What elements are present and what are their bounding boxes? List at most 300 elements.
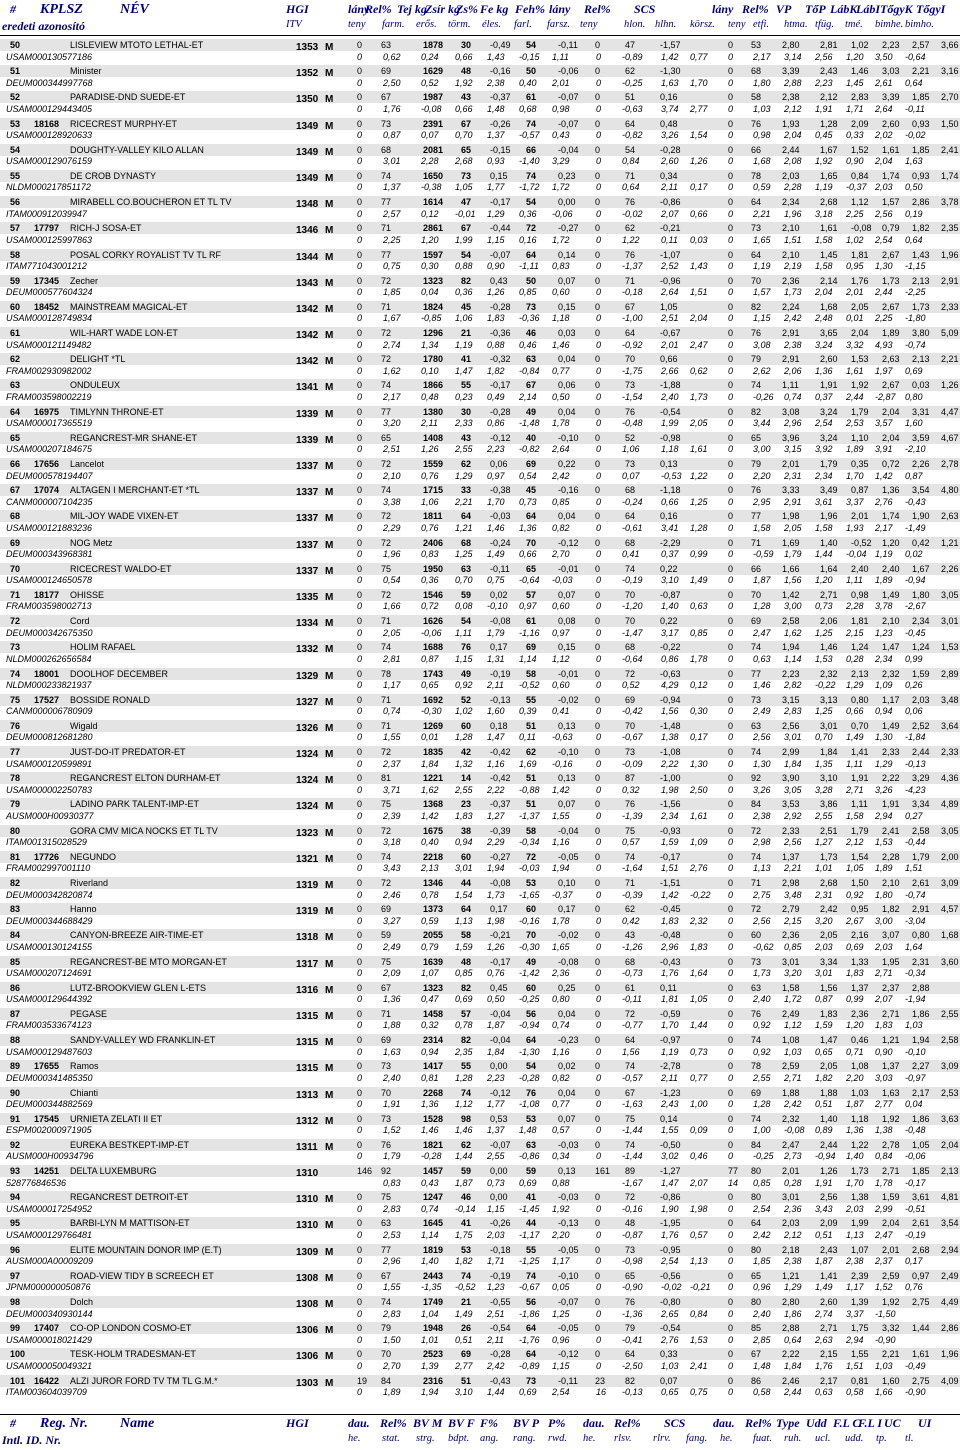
sex-marker: M (325, 225, 334, 237)
hgi-value: 1349 (296, 146, 319, 158)
cell-value: 0 (728, 1387, 734, 1398)
cell-value: 2,29 (383, 522, 401, 533)
cell-value: -1,76 (519, 1334, 540, 1345)
cell-value: 1,76 (661, 1229, 679, 1240)
header-sublabel: eredeti azonosító (2, 19, 85, 33)
cell-value: 1,06 (622, 444, 640, 455)
cell-value: 1,81 (851, 616, 869, 627)
cell-value: 0 (595, 432, 601, 443)
bull-name: EUREKA BESTKEPT-IMP-ET (70, 1139, 190, 1150)
cell-value: 0,88 (487, 339, 505, 350)
cell-value: 2,01 (846, 287, 864, 298)
intl-id: AUSM000H00934796 (6, 1151, 94, 1162)
cell-value: 3,41 (661, 522, 679, 533)
cell-value: 1,43 (690, 261, 708, 271)
cell-value: 0,07 (558, 275, 576, 286)
cell-value: 1,11 (846, 575, 863, 586)
cell-value: -0,43 (660, 956, 681, 967)
cell-value: 0,54 (383, 575, 401, 586)
cell-value: 0 (595, 301, 601, 312)
cell-value: 2,11 (661, 1072, 678, 1083)
cell-value: 84 (751, 1139, 762, 1150)
cell-value: -1,75 (622, 365, 643, 376)
bull-name: MAINSTREAM MAGICAL-ET (70, 301, 188, 312)
cell-value: -1,18 (660, 485, 681, 496)
cell-value: 71 (381, 616, 392, 627)
cell-value: 1,80 (912, 589, 930, 600)
cell-value: 1,59 (661, 837, 679, 848)
cell-value: 64 (526, 1349, 537, 1360)
cell-value: 2443 (423, 1270, 444, 1281)
row-main-line (0, 1113, 960, 1125)
cell-value: 0,35 (851, 459, 869, 469)
table-row (0, 325, 960, 351)
hgi-value: 1310 (296, 1220, 319, 1232)
cell-value: 2,76 (690, 863, 708, 874)
cell-value: 76 (751, 485, 762, 496)
cell-value: 1,63 (661, 77, 679, 88)
cell-value: 0 (357, 170, 363, 181)
cell-value: 72 (381, 511, 392, 522)
rank-number: 56 (10, 197, 21, 208)
cell-value: 0,66 (661, 496, 679, 507)
cell-value: 2,36 (784, 1203, 802, 1214)
cell-value: 0 (728, 825, 734, 836)
cell-value: 1,84 (487, 1046, 505, 1057)
cell-value: 2,20 (753, 470, 771, 481)
cell-value: 1,44 (912, 1323, 930, 1334)
cell-value: 0 (357, 1046, 363, 1057)
cell-value: 41 (526, 1192, 537, 1203)
cell-value: 1,15 (552, 1360, 570, 1371)
cell-value: 0,69 (905, 365, 923, 376)
cell-value: 2,38 (784, 339, 802, 350)
cell-value: 2,01 (851, 511, 869, 522)
cell-value: 64 (625, 1349, 636, 1360)
cell-value: 59 (461, 589, 472, 600)
intl-id: USAM000130577186 (6, 51, 93, 62)
header-label: F.L C (833, 1416, 861, 1430)
sex-marker: M (325, 1010, 334, 1022)
cell-value: 2,94 (941, 1244, 959, 1255)
cell-value: 0 (728, 1349, 734, 1360)
cell-value: -0,67 (519, 1282, 540, 1293)
bull-name: REGANCREST DETROIT-ET (70, 1192, 189, 1203)
cell-value: 0 (595, 275, 601, 286)
cell-value: -2,50 (622, 1360, 643, 1371)
cell-value: -0,03 (558, 1139, 579, 1150)
cell-value: -0,26 (753, 391, 774, 402)
cell-value: -0,03 (519, 863, 540, 874)
cell-value: 2,06 (784, 365, 802, 376)
cell-value: 0 (728, 773, 734, 784)
cell-value: 0,54 (519, 470, 537, 481)
row-detail-line (0, 942, 960, 953)
intl-id: NLDM000217851172 (6, 182, 91, 193)
cell-value: 0 (728, 1113, 734, 1124)
cell-value: 0 (357, 1349, 363, 1360)
cell-value: 0,97 (487, 470, 505, 481)
row-detail-line (0, 732, 960, 743)
cell-value: -0,38 (421, 182, 442, 193)
cell-value: 1,62 (784, 627, 802, 638)
bull-name: REGANCREST-MR SHANE-ET (70, 432, 198, 443)
cell-value: 1,52 (851, 144, 869, 155)
cell-value: -0,26 (490, 1218, 511, 1229)
rank-number: 83 (10, 904, 21, 915)
cell-value: 2,08 (784, 156, 802, 167)
cell-value: 0 (357, 391, 363, 402)
cell-value: 1,74 (882, 170, 900, 181)
cell-value: 1,84 (784, 758, 802, 769)
cell-value: 73 (526, 1375, 537, 1386)
cell-value: 1,51 (846, 1360, 864, 1371)
cell-value: -0,10 (558, 432, 579, 443)
cell-value: 0 (357, 1229, 363, 1240)
cell-value: 0 (357, 1072, 363, 1083)
header-sublabel: fang. (686, 1433, 708, 1444)
cell-value: 65 (526, 563, 537, 574)
row-main-line (0, 1270, 960, 1282)
cell-value: 1,38 (661, 732, 679, 743)
cell-value: 2,47 (875, 1229, 893, 1240)
cell-value: 59 (381, 930, 392, 941)
rank-number: 53 (10, 118, 21, 129)
table-row (0, 273, 960, 299)
cell-value: 73 (751, 956, 762, 967)
cell-value: 74 (526, 118, 537, 129)
cell-value: 2,17 (820, 1375, 838, 1386)
cell-value: -0,90 (905, 1387, 926, 1398)
cell-value: -0,56 (660, 1270, 681, 1281)
cell-value: 0 (595, 930, 601, 941)
row-main-line (0, 222, 960, 237)
cell-value: 0 (357, 1256, 363, 1267)
cell-value: 0,81 (851, 1375, 869, 1386)
cell-value: 0,15 (558, 301, 576, 312)
rank-number: 85 (10, 956, 21, 967)
cell-value: 0 (595, 878, 601, 888)
cell-value: -0,27 (490, 851, 511, 862)
sex-marker: M (325, 722, 334, 734)
cell-value: 0 (595, 720, 601, 731)
cell-value: 77 (751, 511, 762, 522)
cell-value: 1,21 (455, 522, 473, 533)
cell-value: 0,08 (558, 616, 576, 627)
header-label: Rel% (380, 1416, 407, 1430)
hgi-value: 1321 (296, 853, 319, 865)
cell-value: 1,29 (846, 680, 864, 690)
cell-value: 1,93 (846, 522, 864, 533)
cell-value: -0,05 (558, 851, 579, 862)
cell-value: 1,43 (487, 51, 505, 62)
header-sublabel: ucl. (815, 1433, 831, 1444)
cell-value: 0 (728, 1020, 734, 1031)
cell-value: 2,55 (455, 444, 473, 455)
cell-value: 70 (381, 1349, 392, 1360)
cell-value: 73 (381, 1061, 392, 1072)
cell-value: 3,18 (815, 208, 833, 219)
cell-value: 0 (357, 1061, 363, 1072)
hgi-value: 1344 (296, 251, 319, 263)
cell-value: 0,77 (690, 1072, 708, 1083)
cell-value: -0,21 (490, 930, 511, 941)
cell-value: 1,85 (912, 1166, 930, 1177)
cell-value: 2,52 (661, 261, 679, 271)
cell-value: 0 (357, 328, 363, 339)
header-label: TőgyI (916, 2, 946, 16)
cell-value: -0,09 (622, 758, 643, 769)
cell-value: 71 (751, 537, 762, 548)
cell-value: 2,34 (815, 470, 833, 481)
cell-value: 1,36 (383, 994, 401, 1005)
cell-value: 2,46 (383, 889, 401, 900)
cell-value: -0,01 (558, 563, 579, 574)
cell-value: -0,11 (905, 103, 925, 114)
cell-value: 3,37 (846, 1308, 864, 1319)
cell-value: 55 (526, 1244, 537, 1255)
header-label: HGI (286, 1416, 309, 1430)
cell-value: 1,91 (383, 1099, 401, 1109)
row-main-line (0, 772, 960, 787)
cell-value: 0,73 (519, 496, 537, 507)
cell-value: 0,34 (660, 170, 678, 181)
intl-id: FRAM003598002713 (6, 601, 92, 612)
sex-marker: M (325, 513, 334, 525)
cell-value: -0,42 (490, 773, 511, 784)
table-row (0, 875, 960, 901)
cell-value: 4,67 (941, 432, 959, 443)
row-main-line (0, 170, 960, 182)
cell-value: 2,36 (782, 275, 800, 286)
header-sublabel: tmé. (845, 19, 863, 30)
cell-value: 1,86 (784, 1308, 802, 1319)
cell-value: 60 (526, 982, 537, 993)
cell-value: 0 (357, 915, 363, 926)
rank-number: 70 (10, 563, 21, 574)
sex-marker: M (325, 330, 334, 342)
cell-value: 0,07 (421, 130, 439, 141)
cell-value: 0,59 (753, 182, 771, 193)
cell-value: 0,96 (552, 1334, 570, 1345)
cell-value: 2,77 (690, 103, 708, 114)
cell-value: 55 (526, 694, 537, 705)
cell-value: 1,47 (487, 732, 505, 743)
cell-value: 2,67 (882, 301, 900, 312)
intl-id: DEUM000578194407 (6, 470, 93, 481)
cell-value: 0 (728, 418, 734, 429)
cell-value: 2,36 (851, 1008, 869, 1019)
cell-value: 72 (526, 223, 537, 234)
cell-value: 0 (728, 784, 734, 795)
cell-value: 0 (596, 889, 602, 900)
cell-value: 1819 (423, 1244, 444, 1255)
cell-value: 0,87 (383, 130, 401, 141)
cell-value: 0 (728, 1308, 734, 1319)
rank-number: 97 (10, 1270, 21, 1281)
cell-value: -1,30 (660, 66, 681, 77)
cell-value: 1,99 (455, 234, 473, 245)
cell-value: 2,04 (875, 156, 893, 167)
cell-value: 14 (728, 1177, 739, 1188)
cell-value: 2,14 (519, 391, 537, 402)
cell-value: 46 (526, 328, 537, 339)
cell-value: 3,61 (815, 496, 833, 507)
cell-value: -0,17 (490, 956, 511, 967)
cell-value: 1,49 (846, 732, 864, 743)
cell-value: 16 (596, 1387, 607, 1398)
cell-value: 0 (595, 563, 601, 574)
cell-value: 72 (381, 354, 392, 365)
cell-value: -0,17 (490, 197, 511, 208)
cell-value: 0,73 (487, 1177, 505, 1188)
cell-value: 1,12 (455, 1099, 473, 1109)
cell-value: -0,55 (490, 1297, 511, 1307)
cell-value: -0,25 (519, 994, 540, 1005)
rank-number: 73 (10, 642, 21, 653)
cell-value: 1,03 (905, 1020, 923, 1031)
cell-value: 1,56 (622, 1046, 640, 1057)
cell-value: 2316 (423, 1375, 444, 1386)
cell-value: 3,78 (875, 601, 893, 612)
hgi-value: 1308 (296, 1272, 319, 1284)
cell-value: 0,11 (661, 234, 678, 245)
cell-value: 1,38 (851, 1192, 869, 1203)
cell-value: 1,40 (661, 601, 679, 612)
cell-value: 2,13 (912, 354, 930, 365)
cell-value: 1,56 (661, 706, 679, 717)
cell-value: 0,86 (661, 653, 679, 664)
cell-value: 2,31 (784, 470, 802, 481)
sex-marker: M (325, 906, 334, 918)
header-label: P% (548, 1416, 566, 1430)
cell-value: 1,51 (784, 234, 802, 245)
cell-value: 0 (595, 197, 601, 208)
cell-value: 86 (751, 1375, 762, 1386)
cell-value: 45 (461, 301, 472, 312)
cell-value: 3,05 (941, 825, 959, 836)
cell-value: 1,29 (455, 470, 473, 481)
cell-value: 1,36 (519, 522, 537, 533)
cell-value: 74 (381, 851, 392, 862)
cell-value: -0,17 (660, 851, 681, 862)
cell-value: 3,29 (912, 773, 930, 784)
cell-value: 72 (625, 668, 636, 679)
bull-name: RICH-J SOSA-ET (70, 223, 142, 234)
cell-value: 49 (526, 956, 537, 967)
header-sublabel: farm. (382, 19, 405, 30)
cell-value: 0 (728, 642, 734, 653)
cell-value: 1,28 (753, 601, 771, 612)
cell-value: 53 (526, 1113, 537, 1124)
cell-value: 4,36 (941, 773, 959, 784)
cell-value: 1,56 (784, 575, 802, 586)
table-row (0, 1006, 960, 1032)
header-sublabel: törm. (448, 19, 471, 30)
cell-value: 0 (595, 1244, 601, 1255)
cell-value: 48 (625, 1218, 636, 1229)
cell-value: 1,76 (851, 275, 869, 286)
cell-value: 1987 (423, 92, 444, 103)
cell-value: 1950 (423, 563, 444, 574)
divider (0, 1414, 960, 1415)
row-detail-line (0, 235, 960, 246)
row-main-line (0, 1244, 960, 1256)
cell-value: 0 (728, 1218, 734, 1229)
row-main-line (0, 1217, 960, 1232)
cell-value: 56 (526, 1297, 537, 1307)
cell-value: 43 (461, 92, 472, 103)
cell-value: 1,30 (875, 732, 893, 743)
cell-value: 78 (381, 668, 392, 679)
cell-value: 51 (526, 720, 537, 731)
cell-value: 30 (461, 406, 472, 417)
cell-value: 0 (595, 1192, 601, 1203)
cell-value: 73 (381, 1113, 392, 1124)
cell-value: 71 (625, 878, 636, 888)
cell-value: 1,59 (455, 941, 473, 952)
cell-value: 0 (728, 354, 734, 365)
cell-value: 0,10 (558, 878, 576, 888)
cell-value: -0,74 (905, 889, 926, 900)
header-sublabel: hlhn. (655, 19, 677, 30)
cell-value: 1,94 (912, 1035, 930, 1046)
cell-value: -0,12 (490, 1087, 511, 1098)
rank-number: 98 (10, 1297, 21, 1307)
cell-value: 79 (625, 1323, 636, 1334)
cell-value: 52 (625, 432, 636, 443)
cell-value: 0 (357, 1151, 363, 1162)
hgi-value: 1313 (296, 1089, 319, 1101)
cell-value: 68 (625, 537, 636, 548)
cell-value: 65 (625, 1270, 636, 1281)
rank-number: 64 (10, 406, 21, 417)
cell-value: 0,07 (660, 1375, 678, 1386)
row-main-line (0, 1139, 960, 1151)
cell-value: 3,34 (820, 956, 838, 967)
kplsz-number: 16975 (34, 406, 60, 417)
cell-value: 0,87 (815, 994, 833, 1005)
cell-value: 74 (461, 1270, 472, 1281)
cell-value: 0 (596, 182, 602, 193)
cell-value: -0,28 (490, 406, 511, 417)
cell-value: 1,21 (882, 1035, 900, 1046)
cell-value: 0 (596, 444, 602, 455)
cell-value: -0,10 (487, 601, 508, 612)
cell-value: 1,78 (552, 915, 570, 926)
cell-value: 0 (595, 118, 601, 129)
header-label: # (10, 1416, 16, 1430)
cell-value: -0,37 (490, 92, 511, 103)
cell-value: 0 (357, 851, 363, 862)
cell-value: 0,97 (519, 601, 537, 612)
cell-value: 1,95 (882, 956, 900, 967)
table-row (0, 849, 960, 875)
bull-name: JUST-DO-IT PREDATOR-ET (70, 747, 186, 758)
sex-marker: M (325, 539, 334, 551)
cell-value: 2055 (423, 930, 444, 941)
cell-value: 3,39 (882, 92, 900, 103)
cell-value: 2,75 (753, 889, 771, 900)
cell-value: 0,50 (905, 182, 923, 193)
cell-value: 2,60 (820, 1297, 838, 1307)
table-row (0, 927, 960, 953)
cell-value: 3,17 (661, 627, 679, 638)
cell-value: 4,93 (875, 339, 893, 350)
cell-value: 1,88 (782, 1087, 800, 1098)
cell-value: 2,15 (846, 627, 864, 638)
cell-value: 0 (728, 1046, 734, 1057)
